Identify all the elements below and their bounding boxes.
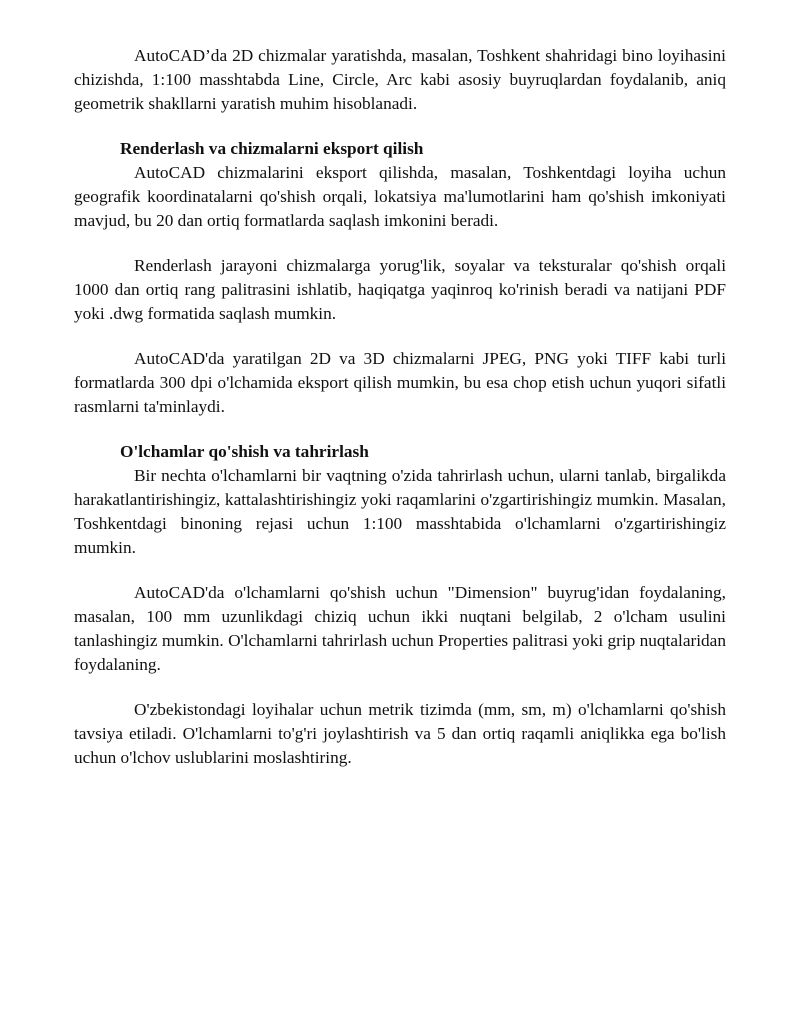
- paragraph-rendering-process: Renderlash jarayoni chizmalarga yorug'lik, soyalar va teksturalar qo'shish orqali 1000 dan ortiq rang palitrasini ishlatib, haqiqatga yaqinroq ko'rinish beradi va natijani PDF yoki .dwg formatida saqlash mumkin.: [74, 256, 726, 323]
- heading-rendering-export: Renderlash va chizmalarni eksport qilish: [120, 139, 424, 158]
- paragraph-gap: [74, 560, 726, 581]
- paragraph-gap: [74, 326, 726, 347]
- paragraph-export-formats: AutoCAD'da yaratilgan 2D va 3D chizmalarni JPEG, PNG yoki TIFF kabi turli formatlarda 300 dpi o'lchamida eksport qilish mumkin, bu esa chop etish uchun yuqori sifatli rasmlarni ta'minlaydi.: [74, 349, 726, 416]
- paragraph-gap: [74, 677, 726, 698]
- paragraph-gap: [74, 233, 726, 254]
- paragraph-gap: [74, 419, 726, 440]
- paragraph-dimension-command: AutoCAD'da o'lchamlarni qo'shish uchun "Dimension" buyrug'idan foydalaning, masalan, 100 mm uzunlikdagi chiziq uchun ikki nuqtani belgilab, 2 o'lcham usulini tanlashingiz mumkin. O'lchamlarni tahrirlash uchun Properties palitrasi yoki grip nuqtalaridan foydalaning.: [74, 583, 726, 674]
- paragraph-metric-system: O'zbekistondagi loyihalar uchun metrik tizimda (mm, sm, m) o'lchamlarni qo'shish tavsiya etiladi. O'lchamlarni to'g'ri joylashtirish va 5 dan ortiq raqamli aniqlikka ega bo'lish uchun o'lchov uslublarini moslashtiring.: [74, 700, 726, 767]
- heading-dimensions: O'lchamlar qo'shish va tahrirlash: [120, 442, 369, 461]
- document-page: [74, 44, 726, 770]
- paragraph-gap: [74, 116, 726, 137]
- paragraph-multi-dimension-edit: Bir nechta o'lchamlarni bir vaqtning o'zida tahrirlash uchun, ularni tanlab, birgalikda harakatlantirishingiz, kattalashtirishingiz yoki raqamlarini o'zgartirishingiz mumkin. Masalan, Toshkentdagi binoning rejasi uchun 1:100 masshtabida o'lchamlarni o'zgartirishingiz mumkin.: [74, 466, 726, 557]
- paragraph-autocad-2d: AutoCAD’da 2D chizmalar yaratishda, masalan, Toshkent shahridagi bino loyihasini chizishda, 1:100 masshtabda Line, Circle, Arc kabi asosiy buyruqlardan foydalanib, aniq geometrik shakllarni yaratish muhim hisoblanadi.: [74, 46, 726, 113]
- paragraph-export-coordinates: AutoCAD chizmalarini eksport qilishda, masalan, Toshkentdagi loyiha uchun geografik koordinatalarni qo'shish orqali, lokatsiya ma'lumotlarini ham qo'shish imkoniyati mavjud, bu 20 dan ortiq formatlarda saqlash imkonini beradi.: [74, 163, 726, 230]
